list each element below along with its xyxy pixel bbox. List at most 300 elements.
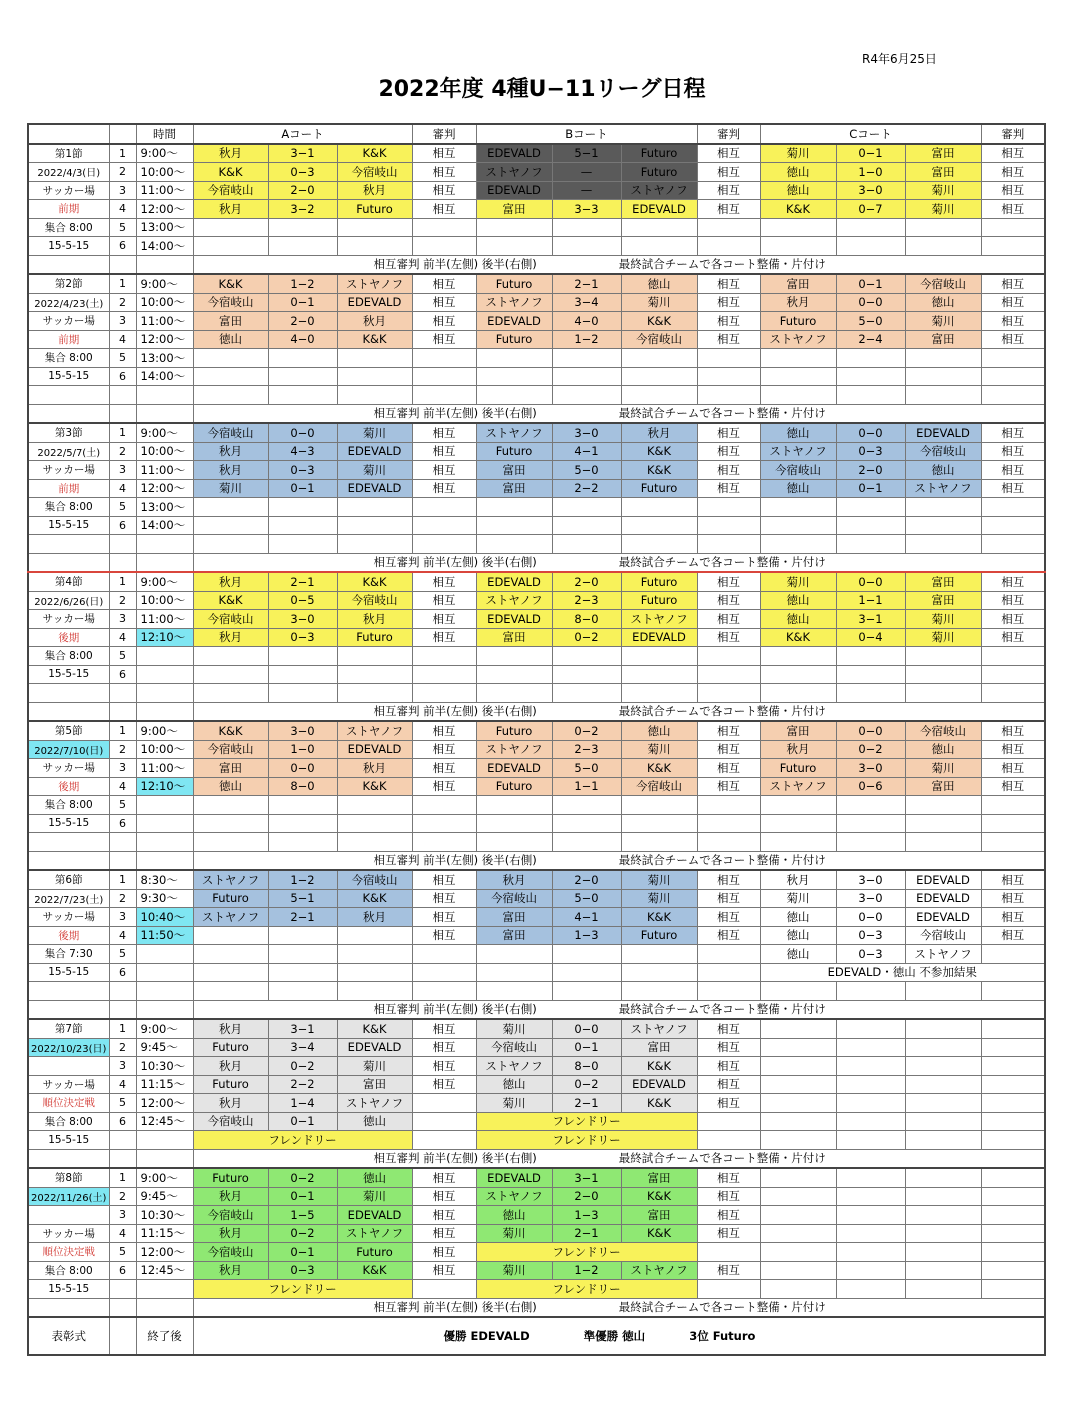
court-b-away-team: 菊川 bbox=[621, 740, 697, 759]
match-row bbox=[28, 1168, 1045, 1187]
court-b-score: 1−2 bbox=[552, 1261, 621, 1280]
court-b-away-team bbox=[621, 647, 697, 666]
court-a-referee bbox=[412, 498, 476, 517]
slot-number: 6 bbox=[109, 665, 136, 684]
court-a-referee: 相互 bbox=[412, 572, 476, 591]
court-c-home-team bbox=[760, 386, 836, 405]
court-b-referee bbox=[697, 498, 760, 517]
court-b-away-team: ストヤノフ bbox=[621, 1019, 697, 1038]
section-label: サッカー場 bbox=[28, 312, 109, 331]
court-a-away-team bbox=[337, 796, 412, 815]
court-c-referee bbox=[981, 796, 1045, 815]
court-c-referee: 相互 bbox=[981, 312, 1045, 331]
slot-number: 6 bbox=[109, 1261, 136, 1280]
section-label bbox=[28, 833, 109, 852]
court-b-home-team: ストヤノフ bbox=[476, 163, 552, 182]
match-row bbox=[28, 963, 1045, 982]
court-b-score bbox=[552, 516, 621, 535]
match-row bbox=[28, 1261, 1045, 1280]
court-a-home-team: 秋月 bbox=[193, 461, 268, 480]
court-c-home-team: 徳山 bbox=[760, 908, 836, 927]
court-b-friendly: フレンドリー bbox=[476, 1112, 697, 1131]
court-c-score: 2−0 bbox=[836, 461, 905, 480]
time-cell bbox=[136, 1149, 193, 1168]
slot-number: 4 bbox=[109, 1075, 136, 1094]
court-c-away-team bbox=[905, 647, 981, 666]
court-a-score bbox=[268, 926, 337, 945]
court-a-score: 0−5 bbox=[268, 591, 337, 610]
court-c-away-team: 今宿岐山 bbox=[905, 926, 981, 945]
section-label: 順位決定戦 bbox=[28, 1094, 109, 1113]
note-referee: 相互審判 前半(左側) 後半(右側) bbox=[373, 704, 537, 719]
court-b-score: 3−3 bbox=[552, 200, 621, 219]
court-c-referee bbox=[981, 1112, 1045, 1131]
court-c-score: 3−0 bbox=[836, 181, 905, 200]
court-c-home-team bbox=[760, 1261, 836, 1280]
court-a-home-team: ストヤノフ bbox=[193, 908, 268, 927]
court-b-friendly: フレンドリー bbox=[476, 1243, 697, 1262]
court-b-away-team: 今宿岐山 bbox=[621, 330, 697, 349]
court-c-score: 0−1 bbox=[836, 144, 905, 163]
match-row bbox=[28, 181, 1045, 200]
court-b-referee: 相互 bbox=[697, 200, 760, 219]
court-c-home-team: 徳山 bbox=[760, 926, 836, 945]
court-c-score bbox=[836, 349, 905, 368]
court-a-score: 2−0 bbox=[268, 181, 337, 200]
court-b-away-team bbox=[621, 535, 697, 554]
court-c-score bbox=[836, 1224, 905, 1243]
court-a-home-team bbox=[193, 367, 268, 386]
court-b-score: 0−2 bbox=[552, 721, 621, 740]
slot-number: 6 bbox=[109, 963, 136, 982]
match-row bbox=[28, 1187, 1045, 1206]
court-c-away-team bbox=[905, 814, 981, 833]
match-row bbox=[28, 721, 1045, 740]
time-cell: 11:00〜 bbox=[136, 312, 193, 331]
court-a-referee: 相互 bbox=[412, 1168, 476, 1187]
match-row bbox=[28, 423, 1045, 442]
slot-number bbox=[109, 684, 136, 703]
time-cell: 11:00〜 bbox=[136, 181, 193, 200]
court-b-home-team bbox=[476, 367, 552, 386]
court-c-score: 0−7 bbox=[836, 200, 905, 219]
section-label: サッカー場 bbox=[28, 1075, 109, 1094]
court-a-score: 8−0 bbox=[268, 777, 337, 796]
court-b-score: 2−1 bbox=[552, 274, 621, 293]
court-a-home-team: 富田 bbox=[193, 312, 268, 331]
court-c-referee: 相互 bbox=[981, 721, 1045, 740]
match-row bbox=[28, 1206, 1045, 1225]
court-a-referee bbox=[412, 833, 476, 852]
court-b-home-team: 徳山 bbox=[476, 1206, 552, 1225]
court-b-home-team: EDEVALD bbox=[476, 572, 552, 591]
court-b-home-team bbox=[476, 647, 552, 666]
court-b-referee: 相互 bbox=[697, 610, 760, 629]
court-b-score: 0−2 bbox=[552, 628, 621, 647]
court-a-referee: 相互 bbox=[412, 759, 476, 778]
slot-number bbox=[109, 1131, 136, 1150]
time-cell: 11:15〜 bbox=[136, 1075, 193, 1094]
court-a-score: 1−0 bbox=[268, 740, 337, 759]
court-c-away-team bbox=[905, 349, 981, 368]
third-place: 3位 Futuro bbox=[689, 1329, 756, 1343]
court-a-score bbox=[268, 386, 337, 405]
court-a-score: 0−1 bbox=[268, 479, 337, 498]
court-a-home-team: 秋月 bbox=[193, 1187, 268, 1206]
court-a-home-team: 秋月 bbox=[193, 1224, 268, 1243]
court-c-away-team: 徳山 bbox=[905, 293, 981, 312]
time-cell: 11:00〜 bbox=[136, 461, 193, 480]
match-row bbox=[28, 163, 1045, 182]
note-referee: 相互審判 前半(左側) 後半(右側) bbox=[373, 406, 537, 421]
match-row bbox=[28, 1057, 1045, 1076]
court-c-away-team bbox=[905, 1075, 981, 1094]
court-a-away-team: Futuro bbox=[337, 1243, 412, 1262]
court-b-score: 5−0 bbox=[552, 759, 621, 778]
court-c-home-team: 徳山 bbox=[760, 610, 836, 629]
court-c-score bbox=[836, 665, 905, 684]
match-row bbox=[28, 479, 1045, 498]
court-b-score: 1−3 bbox=[552, 1206, 621, 1225]
section-label: 2022/4/3(日) bbox=[28, 163, 109, 182]
match-row bbox=[28, 1224, 1045, 1243]
court-a-away-team: K&K bbox=[337, 777, 412, 796]
match-row bbox=[28, 610, 1045, 629]
court-a-score: 0−1 bbox=[268, 1187, 337, 1206]
court-a-referee bbox=[412, 349, 476, 368]
match-row bbox=[28, 442, 1045, 461]
court-c-referee: 相互 bbox=[981, 572, 1045, 591]
court-b-referee bbox=[697, 386, 760, 405]
court-a-score bbox=[268, 349, 337, 368]
court-c-away-team: 菊川 bbox=[905, 181, 981, 200]
court-b-score bbox=[552, 796, 621, 815]
note-referee: 相互審判 前半(左側) 後半(右側) bbox=[373, 1002, 537, 1017]
court-c-referee: 相互 bbox=[981, 591, 1045, 610]
referee-a-header: 審判 bbox=[412, 124, 476, 144]
court-c-referee: 相互 bbox=[981, 330, 1045, 349]
court-a-home-team: Futuro bbox=[193, 889, 268, 908]
court-b-away-team: Futuro bbox=[621, 479, 697, 498]
court-b-home-team bbox=[476, 535, 552, 554]
section-label bbox=[28, 553, 109, 572]
match-row bbox=[28, 684, 1045, 703]
court-b-away-team: K&K bbox=[621, 1224, 697, 1243]
court-c-referee: 相互 bbox=[981, 777, 1045, 796]
time-cell bbox=[136, 1131, 193, 1150]
court-b-away-team: Futuro bbox=[621, 591, 697, 610]
slot-number bbox=[109, 851, 136, 870]
court-b-score: 8−0 bbox=[552, 1057, 621, 1076]
court-c-away-team bbox=[905, 1280, 981, 1299]
section-label: サッカー場 bbox=[28, 1224, 109, 1243]
court-c-score bbox=[836, 1187, 905, 1206]
note-cleanup: 最終試合チームで各コート整備・片付け bbox=[618, 1002, 826, 1017]
court-c-score bbox=[836, 1131, 905, 1150]
court-b-referee: 相互 bbox=[697, 330, 760, 349]
court-a-referee: 相互 bbox=[412, 1261, 476, 1280]
slot-number: 6 bbox=[109, 1112, 136, 1131]
court-c-referee: 相互 bbox=[981, 740, 1045, 759]
time-cell bbox=[136, 851, 193, 870]
court-c-home-team: 富田 bbox=[760, 721, 836, 740]
time-cell: 9:00〜 bbox=[136, 144, 193, 163]
court-c-away-team bbox=[905, 684, 981, 703]
court-a-referee: 相互 bbox=[412, 312, 476, 331]
referee-c-header: 審判 bbox=[981, 124, 1045, 144]
court-c-away-team: EDEVALD bbox=[905, 870, 981, 889]
court-a-referee: 相互 bbox=[412, 479, 476, 498]
court-a-score: 0−1 bbox=[268, 1112, 337, 1131]
court-b-home-team: ストヤノフ bbox=[476, 1187, 552, 1206]
court-a-away-team: ストヤノフ bbox=[337, 1094, 412, 1113]
slot-number: 2 bbox=[109, 889, 136, 908]
court-a-referee: 相互 bbox=[412, 144, 476, 163]
court-c-referee bbox=[981, 498, 1045, 517]
court-b-away-team: 菊川 bbox=[621, 293, 697, 312]
section-label: 集合 7:30 bbox=[28, 945, 109, 964]
court-a-score: 5−1 bbox=[268, 889, 337, 908]
court-b-away-team bbox=[621, 498, 697, 517]
court-b-referee: 相互 bbox=[697, 479, 760, 498]
court-c-referee bbox=[981, 1280, 1045, 1299]
court-a-referee: 相互 bbox=[412, 442, 476, 461]
court-c-away-team bbox=[905, 516, 981, 535]
court-c-score bbox=[836, 814, 905, 833]
time-cell bbox=[136, 1000, 193, 1019]
court-b-away-team bbox=[621, 945, 697, 964]
court-c-score bbox=[836, 1094, 905, 1113]
time-cell bbox=[136, 1280, 193, 1299]
match-row bbox=[28, 330, 1045, 349]
court-c-away-team bbox=[905, 665, 981, 684]
court-a-score: 3−4 bbox=[268, 1038, 337, 1057]
court-a-home-team: K&K bbox=[193, 721, 268, 740]
court-c-away-team: 菊川 bbox=[905, 200, 981, 219]
court-a-referee: 相互 bbox=[412, 274, 476, 293]
court-a-referee: 相互 bbox=[412, 870, 476, 889]
note-cleanup: 最終試合チームで各コート整備・片付け bbox=[618, 555, 826, 570]
court-a-home-team: Futuro bbox=[193, 1038, 268, 1057]
court-a-score: 0−1 bbox=[268, 1243, 337, 1262]
court-a-referee: 相互 bbox=[412, 908, 476, 927]
court-a-home-team: 徳山 bbox=[193, 330, 268, 349]
note-referee: 相互審判 前半(左側) 後半(右側) bbox=[373, 1300, 537, 1315]
time-cell: 9:45〜 bbox=[136, 1187, 193, 1206]
slot-number: 5 bbox=[109, 349, 136, 368]
court-b-home-team: ストヤノフ bbox=[476, 591, 552, 610]
court-a-score: 1−2 bbox=[268, 870, 337, 889]
court-c-away-team: 富田 bbox=[905, 572, 981, 591]
court-b-home-team bbox=[476, 684, 552, 703]
court-c-score bbox=[836, 684, 905, 703]
court-b-referee: 相互 bbox=[697, 777, 760, 796]
court-c-score bbox=[836, 796, 905, 815]
time-cell bbox=[136, 647, 193, 666]
slot-number: 3 bbox=[109, 312, 136, 331]
court-a-away-team: EDEVALD bbox=[337, 1038, 412, 1057]
section-label: 第3節 bbox=[28, 423, 109, 442]
section-label: 集合 8:00 bbox=[28, 498, 109, 517]
court-a-referee bbox=[412, 237, 476, 256]
court-c-score bbox=[836, 833, 905, 852]
court-c-referee: 相互 bbox=[981, 442, 1045, 461]
slot-number: 3 bbox=[109, 1057, 136, 1076]
court-b-referee bbox=[697, 237, 760, 256]
match-row bbox=[28, 628, 1045, 647]
court-c-score: 0−0 bbox=[836, 908, 905, 927]
court-b-score: 2−0 bbox=[552, 1187, 621, 1206]
court-b-home-team: 徳山 bbox=[476, 1075, 552, 1094]
court-a-home-team: 秋月 bbox=[193, 200, 268, 219]
time-cell: 12:10〜 bbox=[136, 628, 193, 647]
court-b-referee bbox=[697, 647, 760, 666]
time-cell: 12:00〜 bbox=[136, 1094, 193, 1113]
section-label: 集合 8:00 bbox=[28, 349, 109, 368]
court-c-home-team bbox=[760, 535, 836, 554]
court-b-score: 3−1 bbox=[552, 1168, 621, 1187]
court-a-away-team: 今宿岐山 bbox=[337, 870, 412, 889]
court-a-referee: 相互 bbox=[412, 1243, 476, 1262]
section-note-row bbox=[28, 553, 1045, 572]
match-row bbox=[28, 1112, 1045, 1131]
slot-number: 2 bbox=[109, 442, 136, 461]
court-a-away-team bbox=[337, 516, 412, 535]
court-a-score: 0−2 bbox=[268, 1168, 337, 1187]
match-row bbox=[28, 665, 1045, 684]
court-a-away-team bbox=[337, 498, 412, 517]
section-note bbox=[193, 1298, 1045, 1317]
court-a-home-team bbox=[193, 237, 268, 256]
court-b-referee: 相互 bbox=[697, 721, 760, 740]
court-a-home-team bbox=[193, 349, 268, 368]
time-cell bbox=[136, 684, 193, 703]
court-c-referee: 相互 bbox=[981, 628, 1045, 647]
court-b-referee: 相互 bbox=[697, 312, 760, 331]
court-a-home-team bbox=[193, 982, 268, 1001]
court-c-referee bbox=[981, 665, 1045, 684]
court-b-away-team bbox=[621, 516, 697, 535]
runner-up: 準優勝 徳山 bbox=[583, 1329, 646, 1343]
court-c-score bbox=[836, 1075, 905, 1094]
time-cell: 14:00〜 bbox=[136, 237, 193, 256]
court-c-away-team bbox=[905, 498, 981, 517]
court-a-referee bbox=[412, 647, 476, 666]
slot-number bbox=[109, 255, 136, 274]
slot-number: 3 bbox=[109, 610, 136, 629]
slot-number bbox=[109, 702, 136, 721]
note-cleanup: 最終試合チームで各コート整備・片付け bbox=[618, 1300, 826, 1315]
court-a-referee bbox=[412, 945, 476, 964]
court-b-score: 5−0 bbox=[552, 889, 621, 908]
court-a-referee bbox=[412, 218, 476, 237]
court-b-home-team bbox=[476, 386, 552, 405]
section-label: 15-5-15 bbox=[28, 665, 109, 684]
court-b-away-team: Futuro bbox=[621, 144, 697, 163]
court-a-referee bbox=[412, 982, 476, 1001]
court-a-away-team: 富田 bbox=[337, 1075, 412, 1094]
court-a-score bbox=[268, 647, 337, 666]
court-b-referee bbox=[697, 833, 760, 852]
court-a-away-team bbox=[337, 237, 412, 256]
court-c-referee bbox=[981, 535, 1045, 554]
slot-number: 2 bbox=[109, 293, 136, 312]
section-label: 2022/4/23(土) bbox=[28, 293, 109, 312]
court-b-score bbox=[552, 349, 621, 368]
court-a-referee: 相互 bbox=[412, 330, 476, 349]
court-b-score: 3−4 bbox=[552, 293, 621, 312]
court-a-home-team: 徳山 bbox=[193, 777, 268, 796]
court-b-score bbox=[552, 237, 621, 256]
court-a-away-team bbox=[337, 963, 412, 982]
court-a-home-team bbox=[193, 926, 268, 945]
court-a-home-team: Futuro bbox=[193, 1168, 268, 1187]
court-b-referee bbox=[697, 945, 760, 964]
section-note-row bbox=[28, 1298, 1045, 1317]
court-b-away-team bbox=[621, 963, 697, 982]
court-a-away-team: 菊川 bbox=[337, 461, 412, 480]
slot-number: 3 bbox=[109, 908, 136, 927]
court-a-home-team: 秋月 bbox=[193, 1094, 268, 1113]
court-b-home-team bbox=[476, 665, 552, 684]
court-b-home-team: Futuro bbox=[476, 330, 552, 349]
court-b-away-team: Futuro bbox=[621, 572, 697, 591]
court-c-home-team: 徳山 bbox=[760, 479, 836, 498]
court-a-referee: 相互 bbox=[412, 423, 476, 442]
winner: 優勝 EDEVALD bbox=[443, 1329, 530, 1343]
match-row bbox=[28, 814, 1045, 833]
court-c-score: 3−1 bbox=[836, 610, 905, 629]
court-c-referee bbox=[981, 982, 1045, 1001]
court-a-referee bbox=[412, 1131, 476, 1150]
court-b-score: 5−1 bbox=[552, 144, 621, 163]
section-label: 第8節 bbox=[28, 1168, 109, 1187]
court-a-away-team: Futuro bbox=[337, 200, 412, 219]
court-b-home-team: Futuro bbox=[476, 442, 552, 461]
court-c-referee bbox=[981, 945, 1045, 964]
time-cell bbox=[136, 963, 193, 982]
schedule-table bbox=[27, 123, 1046, 1356]
court-c-home-team bbox=[760, 237, 836, 256]
court-b-home-team: 富田 bbox=[476, 479, 552, 498]
section-note-row bbox=[28, 255, 1045, 274]
court-a-away-team bbox=[337, 647, 412, 666]
court-c-away-team: 菊川 bbox=[905, 610, 981, 629]
court-c-away-team: EDEVALD bbox=[905, 908, 981, 927]
match-row bbox=[28, 1038, 1045, 1057]
section-note-row bbox=[28, 1149, 1045, 1168]
court-a-referee: 相互 bbox=[412, 610, 476, 629]
court-a-referee: 相互 bbox=[412, 1019, 476, 1038]
court-b-friendly: フレンドリー bbox=[476, 1131, 697, 1150]
section-label bbox=[28, 1206, 109, 1225]
court-b-score: 2−3 bbox=[552, 591, 621, 610]
slot-number bbox=[109, 1149, 136, 1168]
section-label: 2022/10/23(日) bbox=[28, 1038, 109, 1057]
court-b-referee: 相互 bbox=[697, 572, 760, 591]
court-b-referee: 相互 bbox=[697, 870, 760, 889]
court-a-referee: 相互 bbox=[412, 200, 476, 219]
slot-number: 4 bbox=[109, 926, 136, 945]
time-cell bbox=[136, 982, 193, 1001]
court-a-referee bbox=[412, 1112, 476, 1131]
court-c-home-team: K&K bbox=[760, 628, 836, 647]
court-b-home-team: 今宿岐山 bbox=[476, 889, 552, 908]
court-a-away-team: ストヤノフ bbox=[337, 274, 412, 293]
court-a-score: 3−0 bbox=[268, 721, 337, 740]
court-b-away-team bbox=[621, 982, 697, 1001]
court-c-home-team: 菊川 bbox=[760, 889, 836, 908]
